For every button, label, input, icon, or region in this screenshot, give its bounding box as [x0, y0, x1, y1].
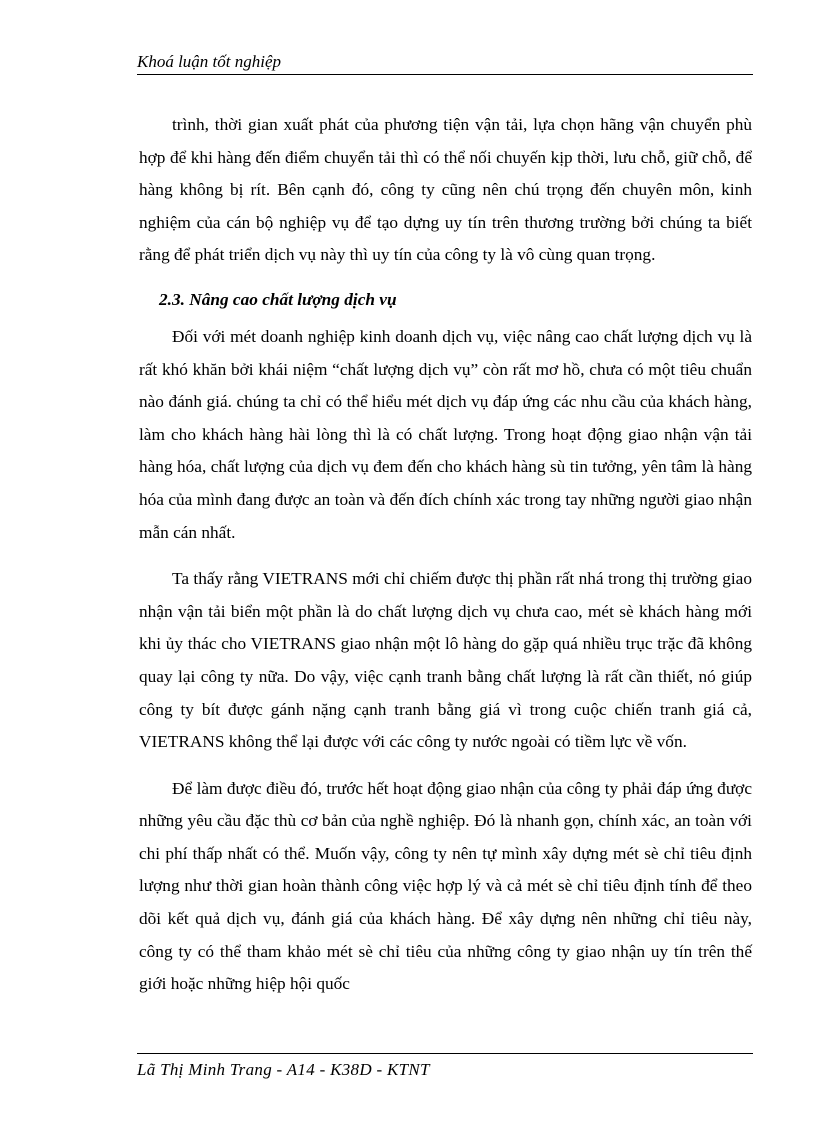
footer-author: Lã Thị Minh Trang - A14 - K38D - KTNT: [137, 1060, 430, 1079]
paragraph-service-quality: Đối với mét doanh nghiệp kinh doanh dịch vụ, việc nâng cao chất lượng dịch vụ là rất khó khăn bởi khái niệm “chất lượng dịch vụ” còn rất mơ hồ, chưa có một tiêu chuẩn nào đánh giá. chúng ta chỉ có thể hiểu mét dịch vụ đáp ứng các nhu cầu của khách hàng, làm cho khách hàng hài lòng thì là có chất lượng. Trong hoạt động giao nhận vận tải hàng hóa, chất lượng của dịch vụ đem đến cho khách hàng sù tin tưởng, yên tâm là hàng hóa của mình đang được an toàn và đến đích chính xác trong tay những người giao nhận mẫn cán nhất.: [139, 326, 752, 542]
paragraph-continuation: trình, thời gian xuất phát của phương tiện vận tải, lựa chọn hãng vận chuyển phù hợp để khi hàng đến điểm chuyển tải thì có thể nối chuyến kịp thời, lưu chỗ, giữ chỗ, để hàng không bị rít. Bên cạnh đó, công ty cũng nên chú trọng đến chuyên môn, kinh nghiệm của cán bộ nghiệp vụ để tạo dựng uy tín trên thương trường bởi chúng ta biết rằng để phát triển dịch vụ này thì uy tín của công ty là vô cùng quan trọng.: [139, 115, 752, 265]
page-header: [137, 50, 753, 75]
paragraph-requirements: Để làm được điều đó, trước hết hoạt động giao nhận của công ty phải đáp ứng được những yêu cầu đặc thù cơ bản của nghề nghiệp. Đó là nhanh gọn, chính xác, an toàn với chi phí thấp nhất có thể. Muốn vậy, công ty nên tự mình xây dựng mét sè chỉ tiêu định lượng như thời gian hoàn thành công việc hợp lý và cả mét sè chỉ tiêu định tính để theo dõi kết quả dịch vụ, đánh giá của khách hàng. Để xây dựng nên những chỉ tiêu này, công ty có thể tham khảo mét sè chỉ tiêu của những công ty giao nhận uy tín trên thế giới hoặc những hiệp hội quốc: [139, 778, 752, 994]
footer-rule: [137, 1053, 753, 1054]
page-body: [139, 109, 752, 1001]
header-rule: [137, 74, 753, 75]
paragraph-vietrans-market-share: Ta thấy rằng VIETRANS mới chỉ chiếm được thị phần rất nhá trong thị trường giao nhận vận tải biển một phần là do chất lượng dịch vụ chưa cao, mét sè khách hàng mới khi ủy thác cho VIETRANS giao nhận một lô hàng do gặp quá nhiều trục trặc đã không quay lại công ty nữa. Do vậy, việc cạnh tranh bằng chất lượng là rất cần thiết, nó giúp công ty bít được gánh nặng cạnh tranh bằng giá vì trong cuộc chiến tranh giá cả, VIETRANS không thể lại được với các công ty nước ngoài có tiềm lực về vốn.: [139, 569, 752, 752]
section-heading: 2.3. Nâng cao chất lượng dịch vụ: [159, 289, 397, 309]
header-title: Khoá luận tốt nghiệp: [137, 52, 282, 71]
page-footer: [137, 1053, 753, 1082]
